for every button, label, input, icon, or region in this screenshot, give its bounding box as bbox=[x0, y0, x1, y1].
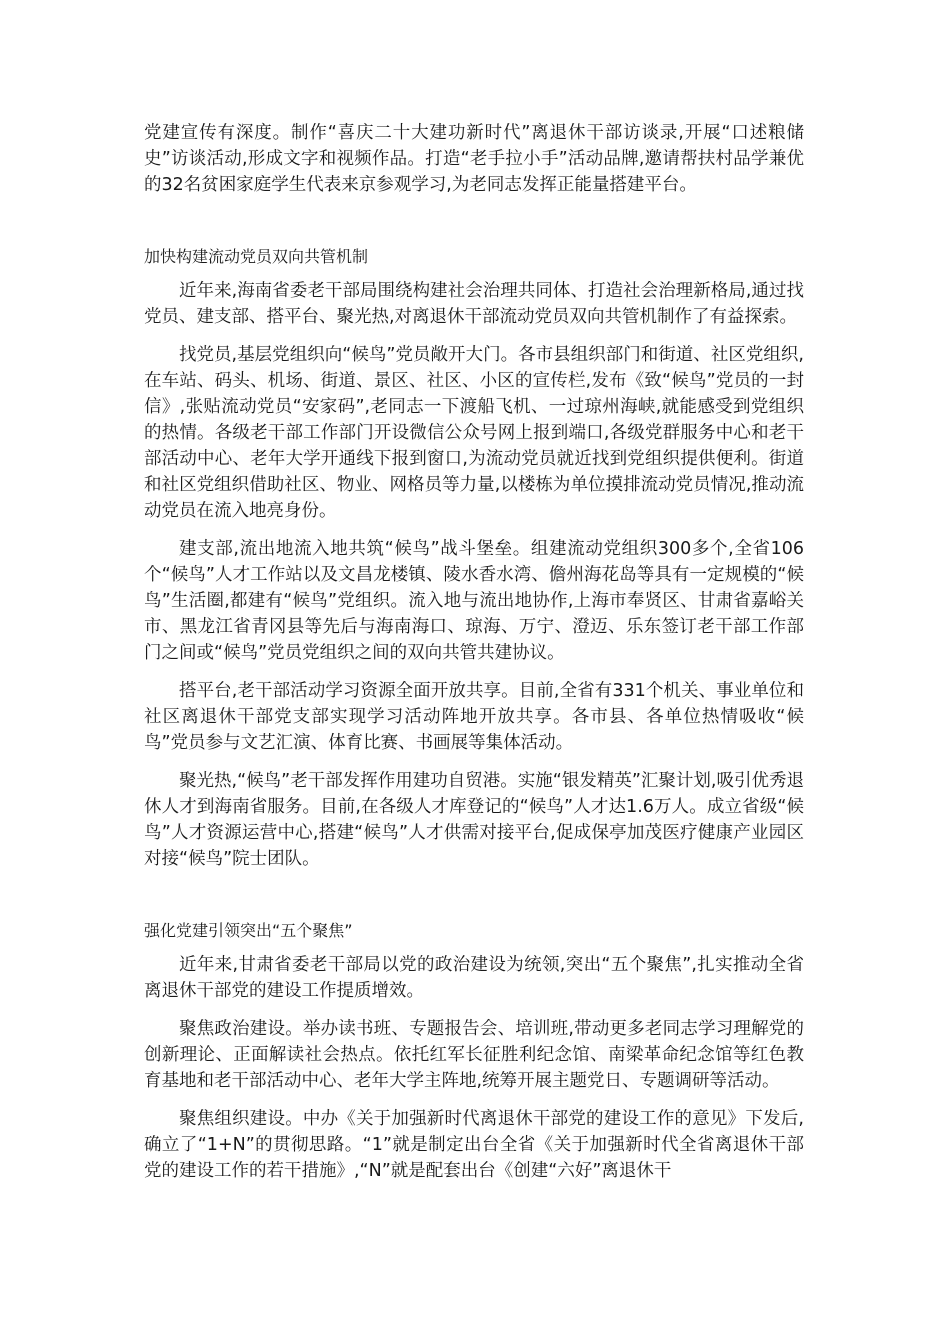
section-heading: 加快构建流动党员双向共管机制 bbox=[144, 247, 369, 266]
body-paragraph: 聚光热,“候鸟”老干部发挥作用建功自贸港。实施“银发精英”汇聚计划,吸引优秀退休人才到海南省服务。目前,在各级人才库登记的“候鸟”人才达1.6万人。成立省级“候鸟”人才资源运营中心,搭建“候鸟”人才供需对接平台,促成保亭加茂医疗健康产业园区对接“候鸟”院士团队。 bbox=[144, 771, 804, 869]
body-paragraph: 建支部,流出地流入地共筑“候鸟”战斗堡垒。组建流动党组织300多个,全省106个“候鸟”人才工作站以及文昌龙楼镇、陵水香水湾、儋州海花岛等具有一定规模的“候鸟”生活圈,都建有“候鸟”党组织。流入地与流出地协作,上海市奉贤区、甘肃省嘉峪关市、黑龙江省青冈县等先后与海南海口、琼海、万宁、澄迈、乐东签订老干部工作部门之间或“候鸟”党员党组织之间的双向共管共建协议。 bbox=[144, 539, 804, 663]
body-paragraph: 找党员,基层党组织向“候鸟”党员敞开大门。各市县组织部门和街道、社区党组织,在车站、码头、机场、街道、景区、社区、小区的宣传栏,发布《致“候鸟”党员的一封信》,张贴流动党员“安家码”,老同志一下渡船飞机、一过琼州海峡,就能感受到党组织的热情。各级老干部工作部门开设微信公众号网上报到端口,各级党群服务中心和老干部活动中心、老年大学开通线下报到窗口,为流动党员就近找到党组织提供便利。街道和社区党组织借助社区、物业、网格员等力量,以楼栋为单位摸排流动党员情况,推动流动党员在流入地亮身份。 bbox=[144, 345, 804, 521]
document-page bbox=[144, 120, 804, 1184]
section-floating-party-members bbox=[144, 244, 804, 872]
body-paragraph: 搭平台,老干部活动学习资源全面开放共享。目前,全省有331个机关、事业单位和社区离退休干部党支部实现学习活动阵地开放共享。各市县、各单位热情吸收“候鸟”党员参与文艺汇演、体育比赛、书画展等集体活动。 bbox=[144, 681, 804, 753]
body-paragraph: 近年来,甘肃省委老干部局以党的政治建设为统领,突出“五个聚焦”,扎实推动全省离退休干部党的建设工作提质增效。 bbox=[144, 955, 804, 1001]
intro-paragraph: 党建宣传有深度。制作“喜庆二十大建功新时代”离退休干部访谈录,开展“口述粮储史”访谈活动,形成文字和视频作品。打造“老手拉小手”活动品牌,邀请帮扶村品学兼优的32名贫困家庭学生代表来京参观学习,为老同志发挥正能量搭建平台。 bbox=[144, 123, 804, 195]
section-five-focuses bbox=[144, 918, 804, 1184]
body-paragraph: 聚焦政治建设。举办读书班、专题报告会、培训班,带动更多老同志学习理解党的创新理论、正面解读社会热点。依托红军长征胜利纪念馆、南梁革命纪念馆等红色教育基地和老干部活动中心、老年大学主阵地,统筹开展主题党日、专题调研等活动。 bbox=[144, 1019, 804, 1091]
section-heading: 强化党建引领突出“五个聚焦” bbox=[144, 921, 353, 940]
body-paragraph: 聚焦组织建设。中办《关于加强新时代离退休干部党的建设工作的意见》下发后,确立了“1+N”的贯彻思路。“1”就是制定出台全省《关于加强新时代全省离退休干部党的建设工作的若干措施》,“N”就是配套出台《创建“六好”离退休干 bbox=[144, 1109, 804, 1181]
body-paragraph: 近年来,海南省委老干部局围绕构建社会治理共同体、打造社会治理新格局,通过找党员、建支部、搭平台、聚光热,对离退休干部流动党员双向共管机制作了有益探索。 bbox=[144, 281, 804, 327]
